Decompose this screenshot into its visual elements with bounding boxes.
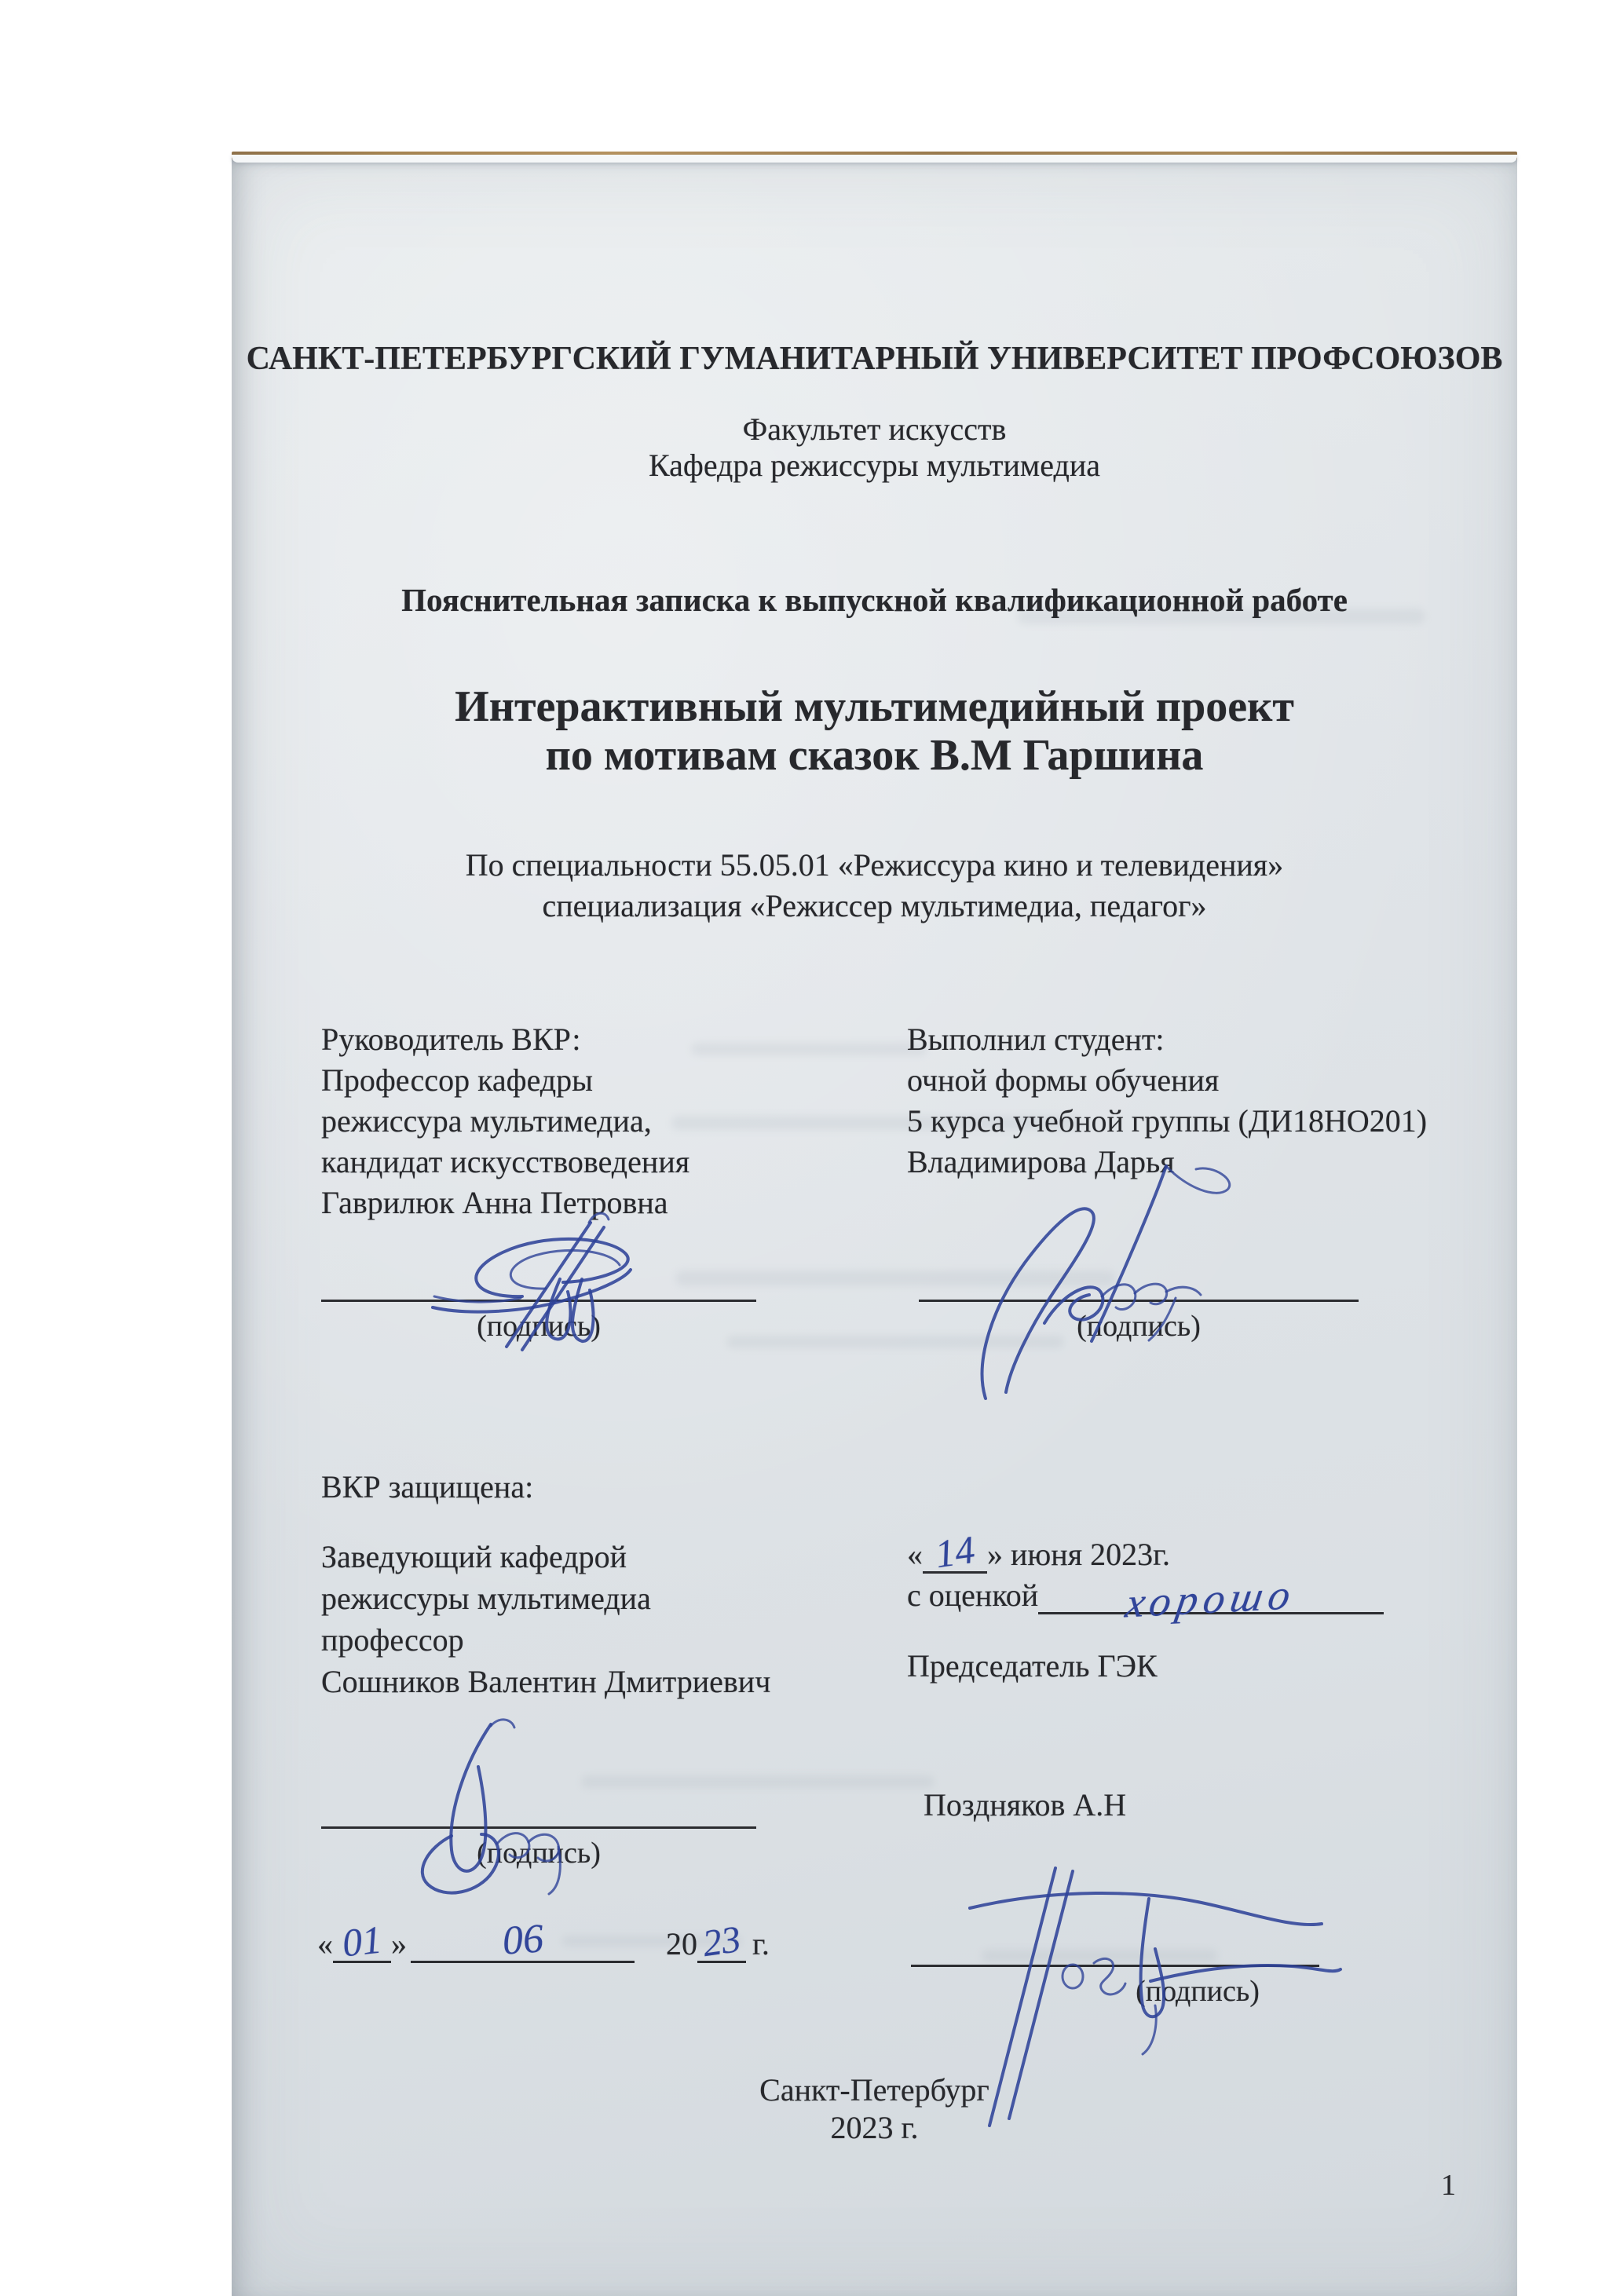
approval-date-row bbox=[317, 1916, 770, 1965]
chairman-name: Поздняков А.Н bbox=[924, 1787, 1127, 1823]
defended-label: ВКР защищена: bbox=[321, 1469, 534, 1504]
defense-day-blank bbox=[923, 1526, 987, 1577]
supervisor-signature-strokes bbox=[433, 1213, 631, 1350]
defense-date-rest: » июня 2023г. bbox=[987, 1537, 1170, 1572]
head-signature bbox=[373, 1718, 577, 1899]
supervisor-line: режиссура мультимедиа, bbox=[321, 1103, 652, 1139]
chairman-title: Председатель ГЭК bbox=[907, 1648, 1158, 1684]
university-name: САНКТ-ПЕТЕРБУРГСКИЙ ГУМАНИТАРНЫЙ УНИВЕРСИТЕТ ПРОФСОЮЗОВ bbox=[246, 341, 1503, 377]
quote-open: « bbox=[317, 1926, 333, 1961]
specialty-line2: специализация «Режиссер мультимедиа, педагог» bbox=[542, 888, 1207, 923]
student-label: Выполнил студент: bbox=[907, 1022, 1165, 1057]
work-title-line1: Интерактивный мультимедийный проект bbox=[455, 682, 1294, 731]
bleed-through-smudge bbox=[691, 1043, 927, 1055]
supervisor-signature-caption: (подпись) bbox=[477, 1310, 601, 1343]
grade-label: с оценкой bbox=[907, 1578, 1039, 1613]
bleed-through-smudge bbox=[581, 1775, 935, 1788]
faculty-name: Факультет искусств bbox=[742, 411, 1007, 447]
student-line: 5 курса учебной группы (ДИ18НО201) bbox=[907, 1103, 1428, 1139]
head-name: Сошников Валентин Дмитриевич bbox=[321, 1664, 771, 1699]
grade-blank bbox=[1038, 1570, 1384, 1627]
chairman-signature-caption: (подпись) bbox=[1136, 1975, 1260, 2008]
quote-close: » bbox=[391, 1926, 407, 1961]
supervisor-name: Гаврилюк Анна Петровна bbox=[321, 1185, 668, 1220]
page-number: 1 bbox=[1441, 2169, 1456, 2202]
student-signature-strokes bbox=[982, 1166, 1230, 1398]
work-title-line2: по мотивам сказок В.М Гаршина bbox=[545, 731, 1204, 780]
approval-day-blank bbox=[333, 1917, 391, 1965]
supervisor-signature bbox=[428, 1204, 656, 1361]
approval-day-handwritten: 01 bbox=[340, 1917, 384, 1965]
student-line: очной формы обучения bbox=[907, 1062, 1220, 1098]
grade-handwritten: хорошо bbox=[1122, 1570, 1300, 1627]
approval-century: 20 bbox=[666, 1926, 697, 1961]
supervisor-label: Руководитель ВКР: bbox=[321, 1022, 581, 1057]
approval-year-handwritten: 23 bbox=[700, 1918, 744, 1965]
specialty-line1: По специальности 55.05.01 «Режиссура кино и телевидения» bbox=[465, 847, 1284, 883]
approval-month-handwritten: 06 bbox=[500, 1916, 545, 1964]
head-line: режиссуры мультимедиа bbox=[321, 1581, 651, 1616]
head-line: Заведующий кафедрой bbox=[321, 1539, 627, 1574]
supervisor-line: кандидат искусствоведения bbox=[321, 1144, 690, 1179]
head-line: профессор bbox=[321, 1622, 464, 1658]
defense-day-handwritten: 14 bbox=[932, 1526, 978, 1577]
head-signature-strokes bbox=[422, 1720, 561, 1894]
student-signature bbox=[970, 1157, 1245, 1408]
grade-row bbox=[907, 1570, 1384, 1627]
approval-month-blank bbox=[411, 1916, 635, 1964]
defense-date-row bbox=[907, 1526, 1170, 1577]
approval-year-blank bbox=[697, 1918, 746, 1965]
document-photo bbox=[232, 152, 1517, 2296]
supervisor-line: Профессор кафедры bbox=[321, 1062, 594, 1098]
year: 2023 г. bbox=[830, 2110, 919, 2145]
department-name: Кафедра режиссуры мультимедиа bbox=[649, 448, 1100, 483]
head-signature-caption: (подпись) bbox=[477, 1837, 601, 1870]
paper-sheet bbox=[232, 159, 1517, 2296]
quote-open: « bbox=[907, 1537, 923, 1572]
document-type: Пояснительная записка к выпускной квалификационной работе bbox=[401, 582, 1348, 618]
city: Санкт-Петербург bbox=[759, 2072, 989, 2108]
student-name: Владимирова Дарья bbox=[907, 1144, 1175, 1179]
approval-year-suffix: г. bbox=[752, 1926, 770, 1961]
student-signature-caption: (подпись) bbox=[1077, 1310, 1201, 1343]
